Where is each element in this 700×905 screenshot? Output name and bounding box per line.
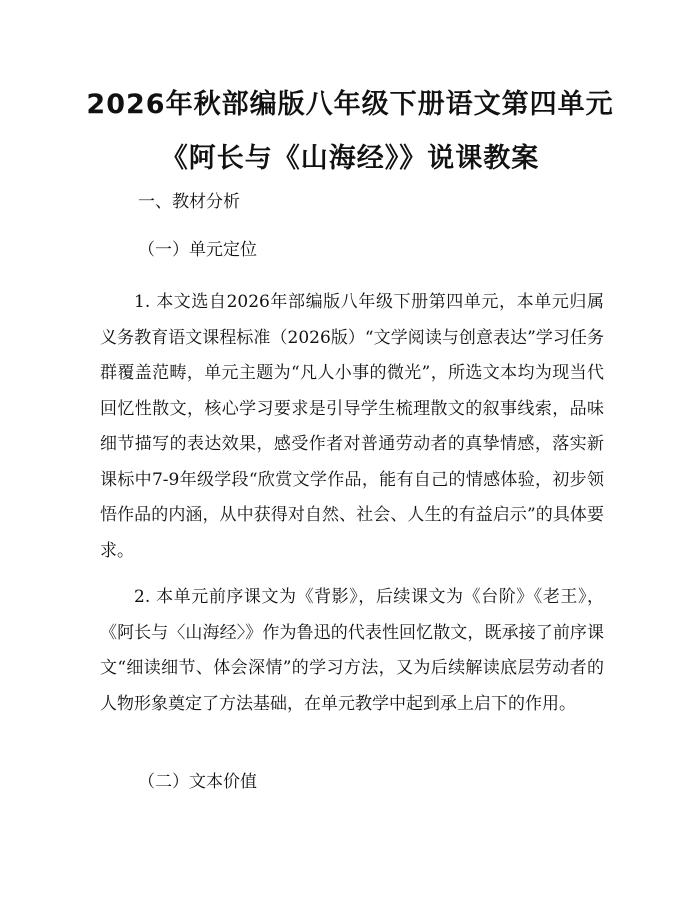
subsection-heading-unit-positioning: （一）单元定位 [138,240,257,260]
paragraph-1: 1. 本文选自2026年部编版八年级下册第四单元，本单元归属义务教育语文课程标准（2026版）“文学阅读与创意表达”学习任务群覆盖范畴，单元主题为“凡人小事的微光”，所选文本均为现当代回忆性散文，核心学习要求是引导学生梳理散文的叙事线索，品味细节描写的表达效果，感受作者对普通劳动者的真挚情感，落实新课标中7-9年级学段“欣赏文学作品，能有自己的情感体验，初步领悟作品的内涵，从中获得对自然、社会、人生的有益启示”的具体要求。 [100,292,604,561]
subsection-heading-text-value: （二）文本价值 [138,772,257,792]
document-title-line-1: 2026年秋部编版八年级下册语文第四单元 [86,89,614,120]
document-title-line-2: 《阿长与《山海经》》说课教案 [160,143,540,174]
section-heading-materials-analysis: 一、教材分析 [138,192,240,212]
paragraph-2: 2. 本单元前序课文为《背影》，后续课文为《台阶》《老王》，《阿长与〈山海经〉》作为鲁迅的代表性回忆散文，既承接了前序课文“细读细节、体会深情”的学习方法，又为后续解读底层劳动者的人物形象奠定了方法基础，在单元教学中起到承上启下的作用。 [100,587,604,714]
